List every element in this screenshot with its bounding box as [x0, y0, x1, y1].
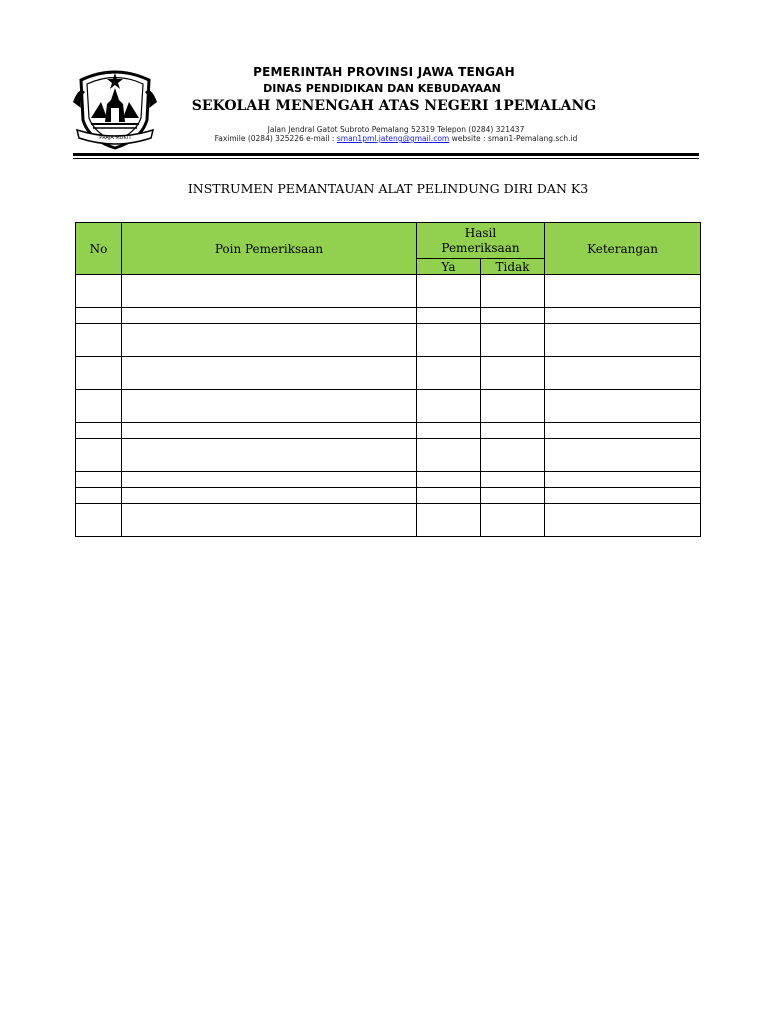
cell-tidak[interactable]: [481, 357, 545, 390]
cell-tidak[interactable]: [481, 472, 545, 488]
table-row: [76, 472, 701, 488]
cell-no[interactable]: [76, 357, 122, 390]
cell-no[interactable]: [76, 439, 122, 472]
inspection-table: [75, 222, 701, 537]
cell-ya[interactable]: [417, 357, 481, 390]
cell-poin[interactable]: [122, 488, 417, 504]
cell-tidak[interactable]: [481, 275, 545, 308]
cell-ya[interactable]: [417, 472, 481, 488]
cell-poin[interactable]: [122, 472, 417, 488]
header-keterangan: Keterangan: [545, 223, 701, 275]
cell-poin[interactable]: [122, 439, 417, 472]
header-hasil-line2: Pemeriksaan: [441, 240, 520, 255]
contact-line: [0, 134, 768, 143]
cell-no[interactable]: [76, 472, 122, 488]
cell-keterangan[interactable]: [545, 472, 701, 488]
letterhead-divider-thick: [73, 153, 699, 156]
cell-no[interactable]: [76, 504, 122, 537]
cell-ya[interactable]: [417, 390, 481, 423]
govt-line: PEMERINTAH PROVINSI JAWA TENGAH: [253, 65, 515, 79]
cell-poin[interactable]: [122, 275, 417, 308]
cell-ya[interactable]: [417, 423, 481, 439]
document-title: INSTRUMEN PEMANTAUAN ALAT PELINDUNG DIRI DAN K3: [187, 181, 589, 196]
header-poin-pemeriksaan: Poin Pemeriksaan: [122, 223, 417, 275]
cell-keterangan[interactable]: [545, 423, 701, 439]
cell-no[interactable]: [76, 324, 122, 357]
cell-keterangan[interactable]: [545, 324, 701, 357]
cell-keterangan[interactable]: [545, 488, 701, 504]
cell-keterangan[interactable]: [545, 390, 701, 423]
cell-tidak[interactable]: [481, 439, 545, 472]
table-row: [76, 324, 701, 357]
cell-no[interactable]: [76, 275, 122, 308]
cell-poin[interactable]: [122, 423, 417, 439]
header-no: No: [76, 223, 122, 275]
cell-ya[interactable]: [417, 488, 481, 504]
address-line: Jalan Jendral Gatot Subroto Pemalang 52319 Telepon (0284) 321437: [267, 125, 525, 134]
table-row: [76, 390, 701, 423]
cell-ya[interactable]: [417, 275, 481, 308]
table-row: [76, 423, 701, 439]
cell-tidak[interactable]: [481, 423, 545, 439]
cell-tidak[interactable]: [481, 324, 545, 357]
cell-no[interactable]: [76, 308, 122, 324]
cell-tidak[interactable]: [481, 488, 545, 504]
fax-text: Faximile (0284) 325226 e-mail :: [214, 134, 335, 143]
cell-poin[interactable]: [122, 324, 417, 357]
table-body: [76, 275, 701, 537]
cell-ya[interactable]: [417, 308, 481, 324]
cell-tidak[interactable]: [481, 390, 545, 423]
table-row: [76, 488, 701, 504]
cell-tidak[interactable]: [481, 504, 545, 537]
header-ya: Ya: [417, 259, 481, 275]
letterhead-divider-thin: [73, 158, 699, 159]
school-name: SEKOLAH MENENGAH ATAS NEGERI 1PEMALANG: [191, 98, 597, 114]
cell-ya[interactable]: [417, 439, 481, 472]
cell-tidak[interactable]: [481, 308, 545, 324]
cell-keterangan[interactable]: [545, 275, 701, 308]
cell-keterangan[interactable]: [545, 504, 701, 537]
header-tidak: Tidak: [481, 259, 545, 275]
department-line: DINAS PENDIDIKAN DAN KEBUDAYAAN: [263, 82, 501, 95]
cell-ya[interactable]: [417, 324, 481, 357]
website-text: website : sman1-Pemalang.sch.id: [451, 134, 578, 143]
table-row: [76, 357, 701, 390]
cell-poin[interactable]: [122, 390, 417, 423]
cell-poin[interactable]: [122, 308, 417, 324]
header-hasil-line1: Hasil: [464, 225, 497, 240]
table-row: [76, 504, 701, 537]
cell-keterangan[interactable]: [545, 308, 701, 324]
cell-poin[interactable]: [122, 504, 417, 537]
table-row: [76, 275, 701, 308]
table-row: [76, 308, 701, 324]
cell-keterangan[interactable]: [545, 439, 701, 472]
cell-no[interactable]: [76, 423, 122, 439]
cell-no[interactable]: [76, 488, 122, 504]
cell-ya[interactable]: [417, 504, 481, 537]
cell-keterangan[interactable]: [545, 357, 701, 390]
table-row: [76, 439, 701, 472]
header-hasil-pemeriksaan: [417, 223, 545, 259]
email-link[interactable]: sman1pml.jateng@gmail.com: [336, 134, 450, 143]
cell-no[interactable]: [76, 390, 122, 423]
cell-poin[interactable]: [122, 357, 417, 390]
svg-text:PRAJA MUKTI: PRAJA MUKTI: [99, 135, 131, 141]
